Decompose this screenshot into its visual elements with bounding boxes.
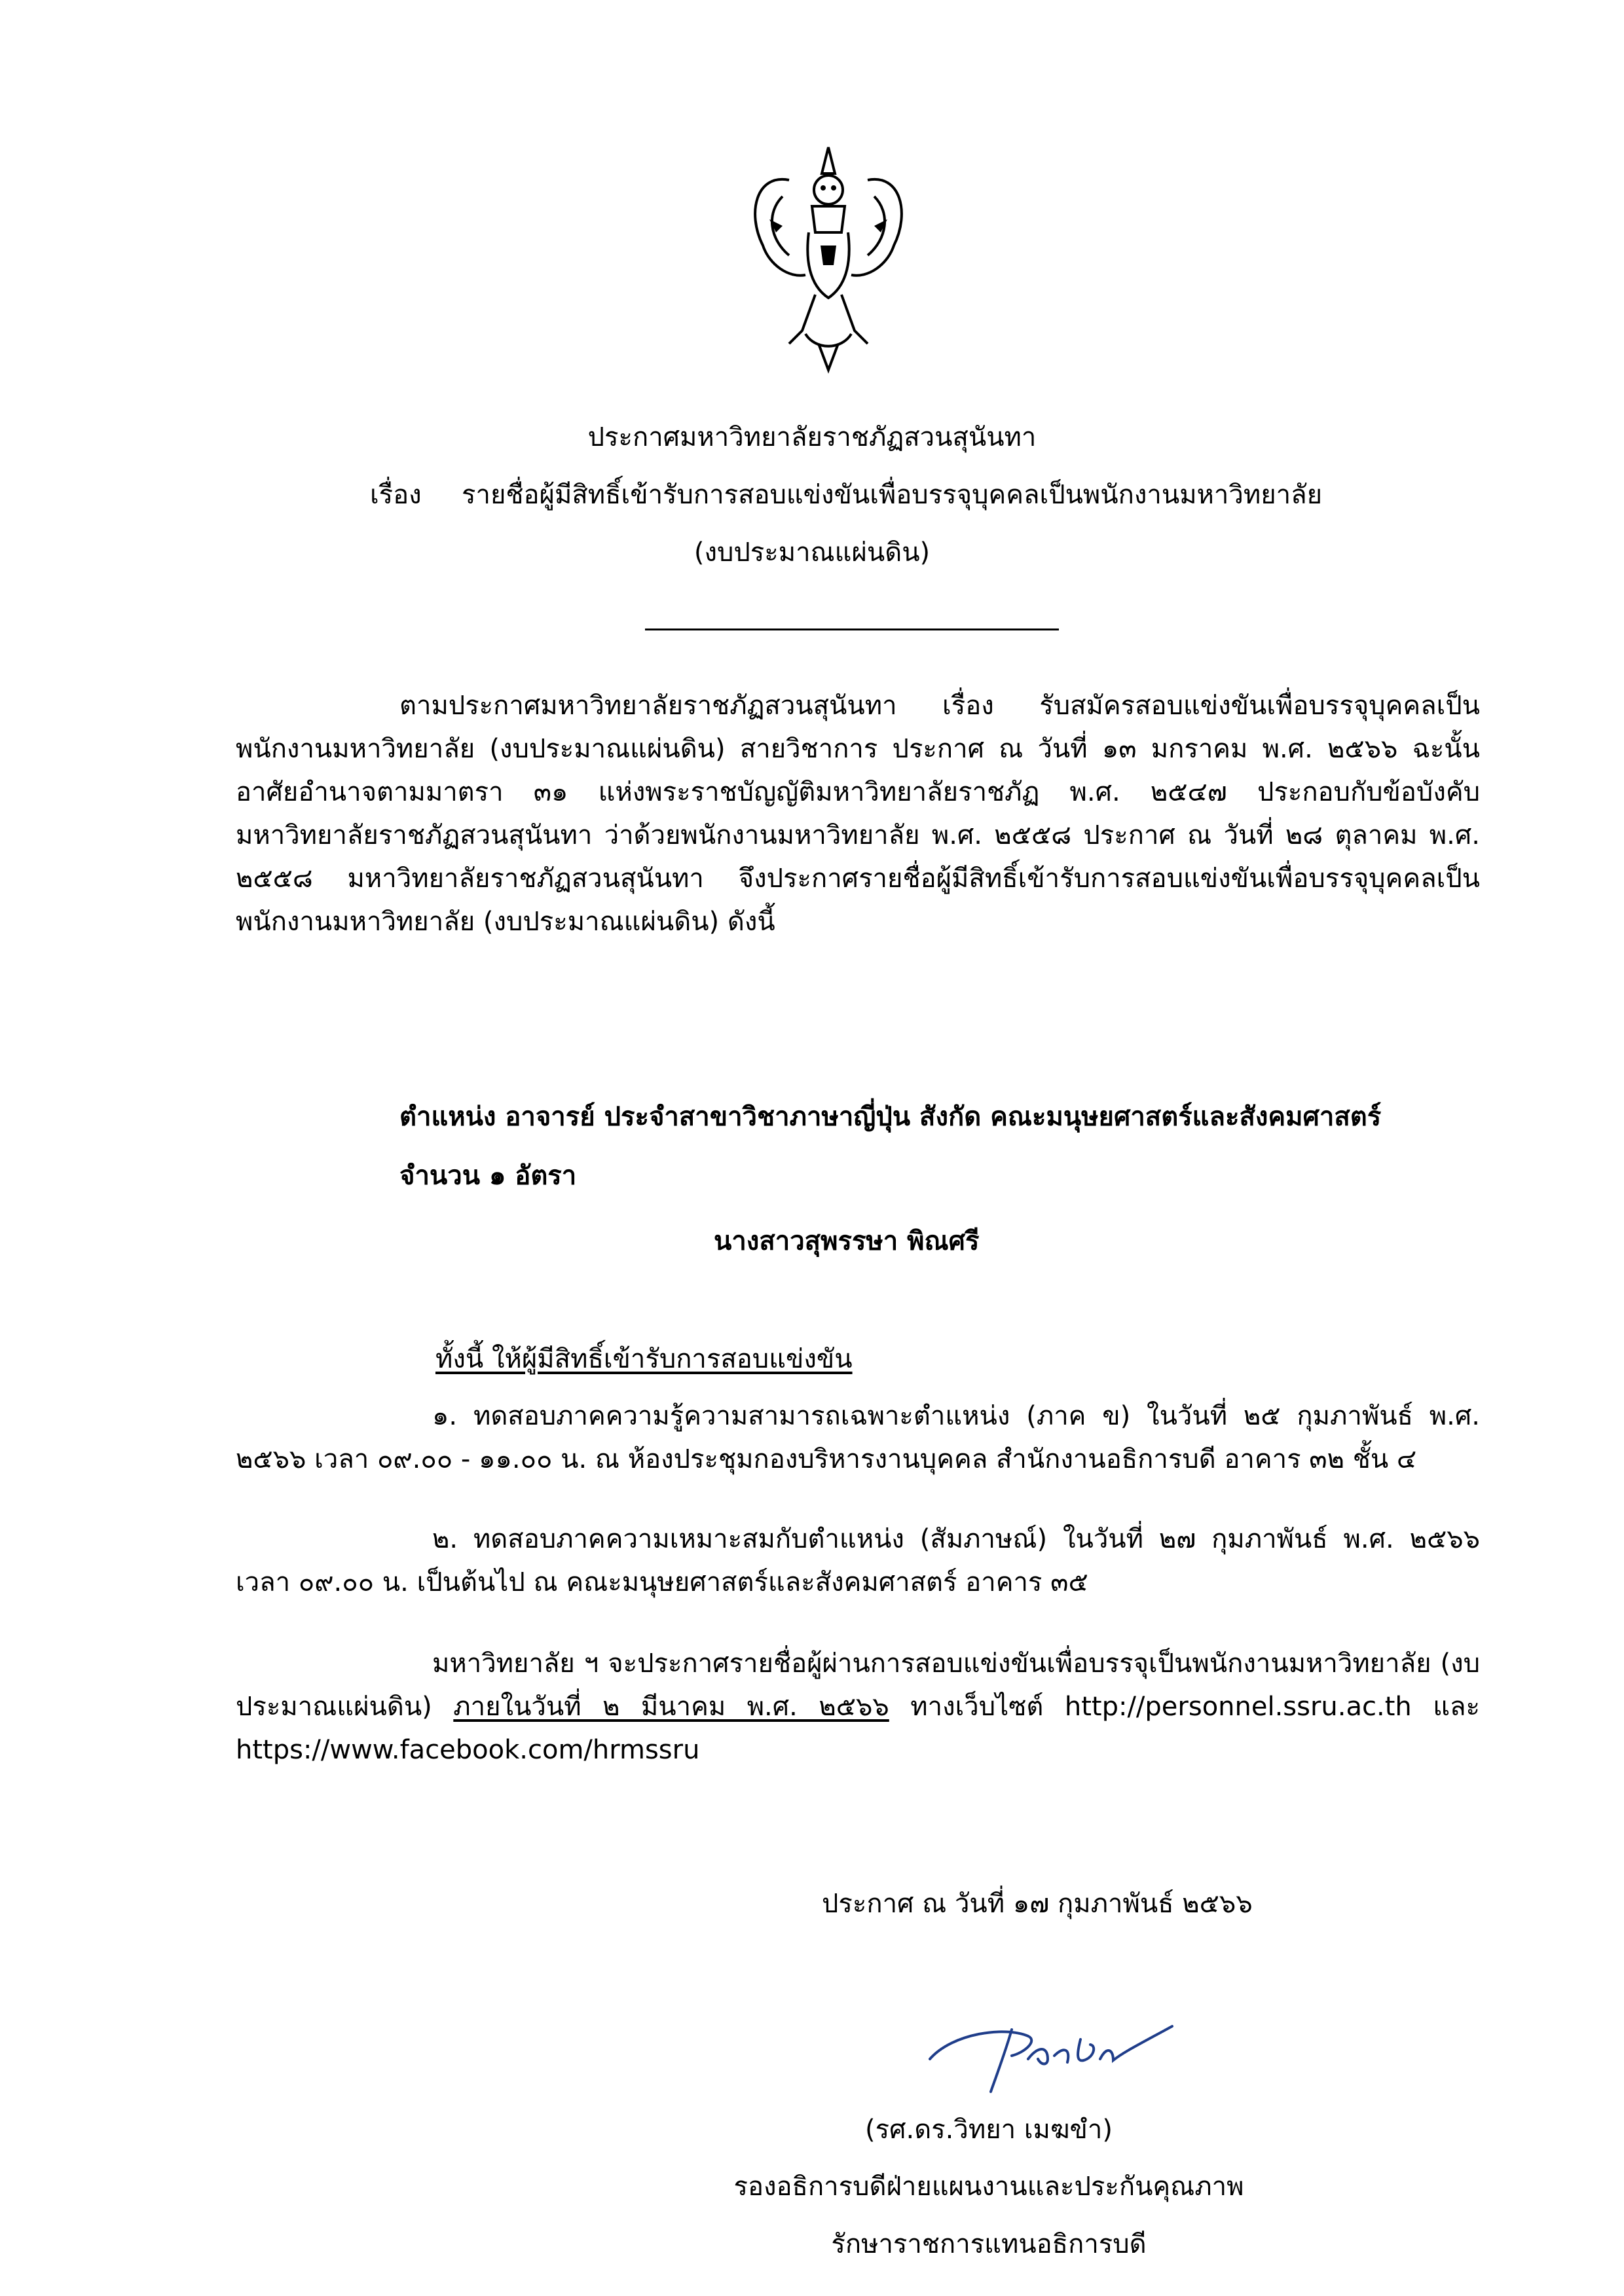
note-heading: ทั้งนี้ ให้ผู้มีสิทธิ์เข้ารับการสอบแข่งขัน (435, 1344, 853, 1374)
handwritten-signature (913, 2000, 1189, 2098)
budget-label: (งบประมาณแผ่นดิน) (693, 538, 931, 568)
signer-name: (รศ.ดร.วิทยา เมฆขำ) (865, 2115, 1113, 2145)
announced-date: ประกาศ ณ วันที่ ๑๗ กุมภาพันธ์ ๒๕๖๖ (822, 1889, 1253, 1919)
candidate-name: นางสาวสุพรรษา พิณศรี (714, 1226, 980, 1256)
signer-title: รองอธิการบดีฝ่ายแผนงานและประกันคุณภาพ (733, 2172, 1244, 2202)
result-pre: มหาวิทยาลัย ฯ จะประกาศรายชื่อผู้ผ่านการสอบแข่งขันเพื่อบรรจุเป็นพนักงานมหาวิทยาลัย (งบประมาณแผ่นดิน) (236, 1649, 1480, 1722)
quota-line: จำนวน ๑ อัตรา (399, 1161, 577, 1191)
signer-acting: รักษาราชการแทนอธิการบดี (831, 2229, 1147, 2259)
subject-text: รายชื่อผู้มีสิทธิ์เข้ารับการสอบแข่งขันเพื่อบรรจุบุคคลเป็นพนักงานมหาวิทยาลัย (462, 480, 1323, 510)
subject-prefix: เรื่อง (370, 480, 422, 510)
position-line: ตำแหน่ง อาจารย์ ประจำสาขาวิชาภาษาญี่ปุ่น สังกัด คณะมนุษยศาสตร์และสังคมศาสตร์ (399, 1102, 1382, 1132)
result-post: ทางเว็บไซต์ http://personnel.ssru.ac.th และ https://www.facebook.com/hrmssru (236, 1692, 1481, 1765)
exam-item-1: ๑. ทดสอบภาคความรู้ความสามารถเฉพาะตำแหน่ง (ภาค ข) ในวันที่ ๒๕ กุมภาพันธ์ พ.ศ. ๒๕๖๖ เวลา ๐๙.๐๐ - ๑๑.๐๐ น. ณ ห้องประชุมกองบริหารงานบุคคล สำนักงานอธิการบดี อาคาร ๓๒ ชั้น ๔ (236, 1401, 1480, 1474)
announcement-title: ประกาศมหาวิทยาลัยราชภัฏสวนสุนันทา (587, 422, 1037, 452)
result-date: ภายในวันที่ ๒ มีนาคม พ.ศ. ๒๕๖๖ (453, 1692, 889, 1722)
exam-item-2: ๒. ทดสอบภาคความเหมาะสมกับตำแหน่ง (สัมภาษณ์) ในวันที่ ๒๗ กุมภาพันธ์ พ.ศ. ๒๕๖๖ เวลา ๐๙.๐๐ น. เป็นต้นไป ณ คณะมนุษยศาสตร์และสังคมศาสตร์ อาคาร ๓๕ (236, 1524, 1480, 1597)
result-paragraph (236, 1642, 1480, 1772)
header-divider (645, 629, 1059, 630)
intro-paragraph: ตามประกาศมหาวิทยาลัยราชภัฏสวนสุนันทา เรื่อง รับสมัครสอบแข่งขันเพื่อบรรจุบุคคลเป็นพนักงานมหาวิทยาลัย (งบประมาณแผ่นดิน) สายวิชาการ ประกาศ ณ วันที่ ๑๓ มกราคม พ.ศ. ๒๕๖๖ ฉะนั้น อาศัยอำนาจตามมาตรา ๓๑ แห่งพระราชบัญญัติมหาวิทยาลัยราชภัฏ พ.ศ. ๒๕๔๗ ประกอบกับข้อบังคับมหาวิทยาลัยราชภัฏสวนสุนันทา ว่าด้วยพนักงานมหาวิทยาลัย พ.ศ. ๒๕๕๘ ประกาศ ณ วันที่ ๒๘ ตุลาคม พ.ศ. ๒๕๕๘ มหาวิทยาลัยราชภัฏสวนสุนันทา จึงประกาศรายชื่อผู้มีสิทธิ์เข้ารับการสอบแข่งขันเพื่อบรรจุบุคคลเป็นพนักงานมหาวิทยาลัย (งบประมาณแผ่นดิน) ดังนี้ (236, 691, 1480, 937)
garuda-emblem-icon (743, 134, 913, 376)
